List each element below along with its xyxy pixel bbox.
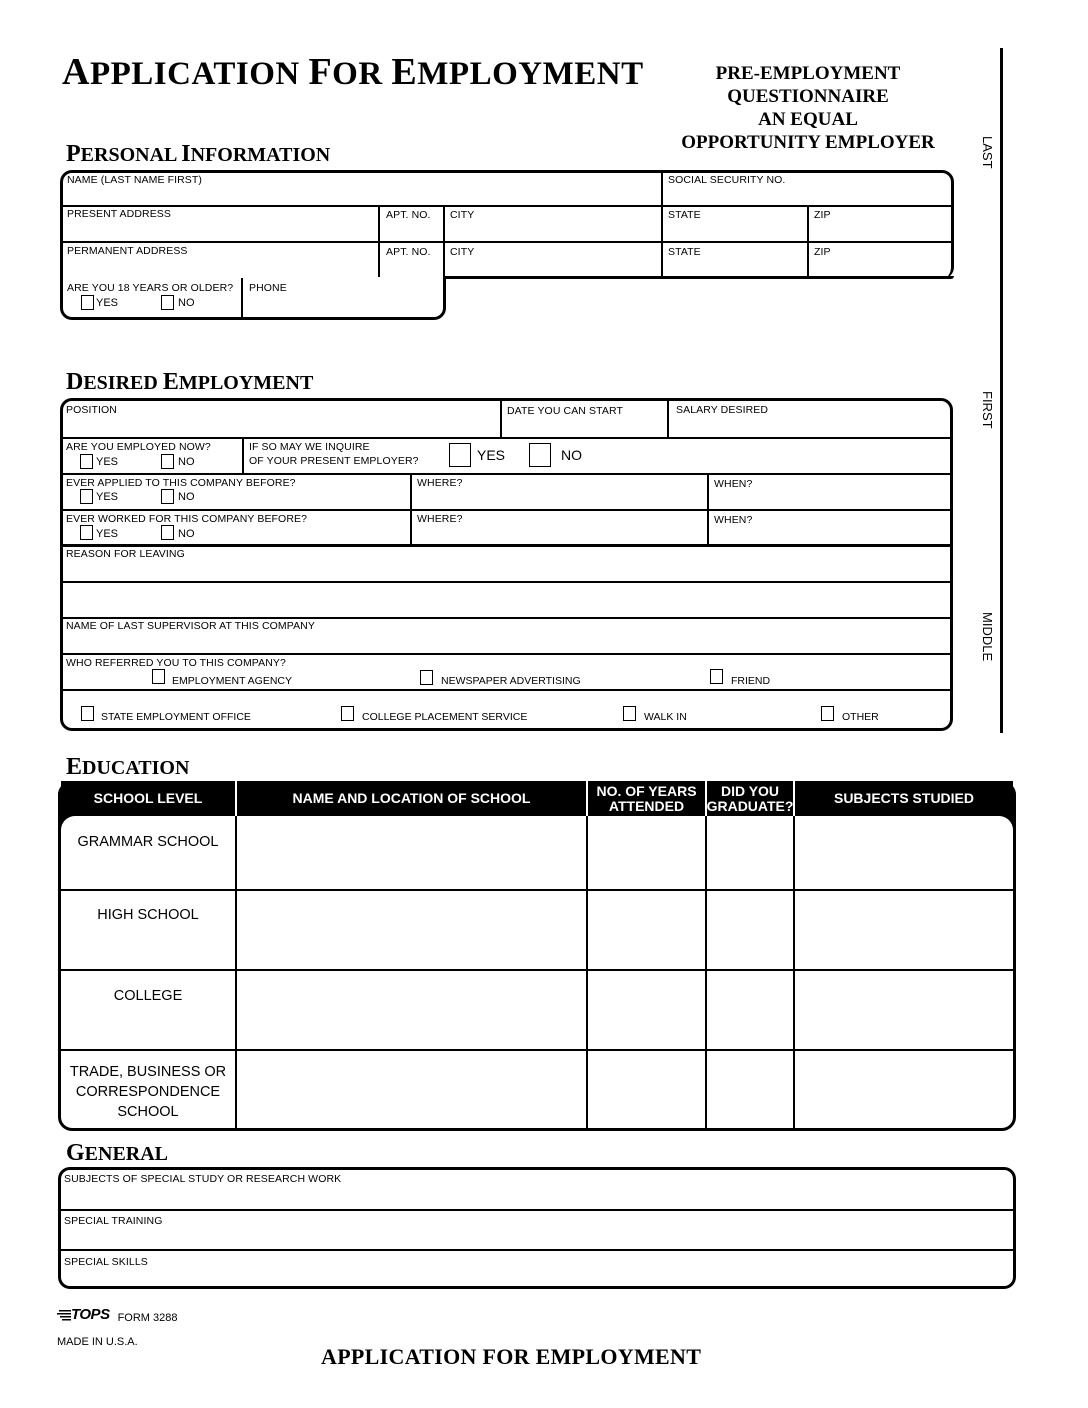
title-part: MPLOYMENT bbox=[417, 56, 644, 92]
referral-walk-in-checkbox[interactable] bbox=[623, 706, 636, 721]
present-zip-label: ZIP bbox=[814, 209, 831, 221]
age-yes-checkbox[interactable] bbox=[81, 295, 94, 310]
title-part: ERSONAL bbox=[80, 144, 182, 166]
col-divider bbox=[241, 278, 243, 318]
referral-walk-in-label: WALK IN bbox=[644, 711, 687, 723]
title-part: MPLOYMENT bbox=[178, 372, 314, 394]
made-in-label: MADE IN U.S.A. bbox=[57, 1336, 138, 1348]
phone-label: PHONE bbox=[249, 282, 287, 294]
title-initial: E bbox=[66, 754, 83, 780]
speed-lines-icon bbox=[57, 1309, 71, 1321]
grammar-subjects-field[interactable] bbox=[795, 818, 1011, 888]
inquire-yes-checkbox[interactable] bbox=[449, 443, 471, 467]
inquire-yes-label: YES bbox=[477, 447, 506, 463]
school-level-grammar: GRAMMAR SCHOOL bbox=[77, 834, 219, 850]
employed-now-label: ARE YOU EMPLOYED NOW? bbox=[66, 441, 211, 453]
notice-line: AN EQUAL bbox=[758, 109, 858, 130]
permanent-state-label: STATE bbox=[668, 246, 701, 258]
referral-question-label: WHO REFERRED YOU TO THIS COMPANY? bbox=[66, 657, 286, 669]
age-yes-label: YES bbox=[96, 297, 119, 309]
present-address-label: PRESENT ADDRESS bbox=[67, 208, 172, 220]
worked-where-label: WHERE? bbox=[417, 513, 463, 525]
special-study-label: SUBJECTS OF SPECIAL STUDY OR RESEARCH WORK bbox=[64, 1173, 342, 1185]
college-subjects-field[interactable] bbox=[795, 971, 1011, 1048]
notice-line: PRE-EMPLOYMENT bbox=[715, 63, 901, 84]
inquire-no-label: NO bbox=[561, 447, 582, 463]
name-label: NAME (LAST NAME FIRST) bbox=[67, 174, 203, 186]
high-years-field[interactable] bbox=[588, 891, 704, 968]
referral-other-label: OTHER bbox=[842, 711, 879, 723]
referral-state-office-label: STATE EMPLOYMENT OFFICE bbox=[101, 711, 251, 723]
title-part: DUCATION bbox=[82, 757, 190, 779]
title-part: OR bbox=[332, 56, 392, 92]
title-initial: E bbox=[391, 51, 418, 93]
present-state-label: STATE bbox=[668, 209, 701, 221]
worked-no-checkbox[interactable] bbox=[161, 525, 174, 540]
title-part: ESIRED bbox=[83, 372, 163, 394]
applied-where-label: WHERE? bbox=[417, 477, 463, 489]
col-header-years-attended bbox=[588, 781, 705, 816]
side-label-first: FIRST bbox=[980, 391, 995, 429]
start-date-label: DATE YOU CAN START bbox=[507, 405, 623, 417]
title-initial: E bbox=[162, 369, 179, 395]
high-graduate-field[interactable] bbox=[707, 891, 792, 968]
applied-yes-label: YES bbox=[96, 491, 119, 503]
header-line: NO. OF YEARS bbox=[596, 782, 697, 799]
present-apt-label: APT. NO. bbox=[386, 209, 431, 221]
tops-logo-text: TOPS bbox=[71, 1306, 110, 1323]
footer-brand bbox=[57, 1306, 178, 1324]
level-line: SCHOOL bbox=[117, 1104, 179, 1120]
worked-before-label: EVER WORKED FOR THIS COMPANY BEFORE? bbox=[66, 513, 308, 525]
employed-no-checkbox[interactable] bbox=[161, 454, 174, 469]
bottom-title: APPLICATION FOR EMPLOYMENT bbox=[321, 1344, 702, 1369]
special-skills-field[interactable] bbox=[61, 1251, 1013, 1286]
special-training-label: SPECIAL TRAINING bbox=[64, 1215, 163, 1227]
referral-friend-checkbox[interactable] bbox=[710, 669, 723, 684]
applied-before-label: EVER APPLIED TO THIS COMPANY BEFORE? bbox=[66, 477, 296, 489]
header-separator bbox=[235, 781, 237, 816]
referral-college-placement-checkbox[interactable] bbox=[341, 706, 354, 721]
referral-friend-label: FRIEND bbox=[731, 675, 771, 687]
header-line: GRADUATE? bbox=[706, 797, 794, 814]
title-initial: P bbox=[66, 141, 81, 167]
title-part: ENERAL bbox=[84, 1143, 169, 1165]
grammar-years-field[interactable] bbox=[588, 818, 704, 888]
referral-employment-agency-checkbox[interactable] bbox=[152, 669, 165, 684]
divider bbox=[443, 276, 954, 279]
permanent-apt-label: APT. NO. bbox=[386, 246, 431, 258]
age-question-label: ARE YOU 18 YEARS OR OLDER? bbox=[67, 282, 234, 294]
row-divider bbox=[62, 689, 951, 691]
col-header-school-level: SCHOOL LEVEL bbox=[61, 781, 235, 816]
header-separator bbox=[793, 781, 795, 816]
inquire-label-line1: IF SO MAY WE INQUIRE bbox=[249, 441, 370, 453]
worked-yes-label: YES bbox=[96, 528, 119, 540]
school-level-college: COLLEGE bbox=[113, 988, 183, 1004]
age-no-checkbox[interactable] bbox=[161, 295, 174, 310]
header-line: ATTENDED bbox=[608, 797, 685, 814]
title-part: PPLICATION bbox=[89, 56, 309, 92]
col-header-graduate bbox=[707, 781, 793, 816]
special-training-field[interactable] bbox=[61, 1211, 1013, 1248]
applied-yes-checkbox[interactable] bbox=[80, 489, 93, 504]
permanent-city-label: CITY bbox=[450, 246, 475, 258]
referral-other-checkbox[interactable] bbox=[821, 706, 834, 721]
college-years-field[interactable] bbox=[588, 971, 704, 1048]
worked-when-label: WHEN? bbox=[714, 514, 753, 526]
title-initial: A bbox=[62, 51, 90, 93]
section-title-education bbox=[66, 754, 189, 781]
ssn-label: SOCIAL SECURITY NO. bbox=[668, 174, 786, 186]
notice-line: QUESTIONNAIRE bbox=[727, 86, 889, 107]
row-divider bbox=[62, 437, 951, 439]
notice-line: OPPORTUNITY EMPLOYER bbox=[681, 132, 935, 153]
last-supervisor-label: NAME OF LAST SUPERVISOR AT THIS COMPANY bbox=[66, 620, 315, 632]
applied-no-checkbox[interactable] bbox=[161, 489, 174, 504]
reason-leaving-label: REASON FOR LEAVING bbox=[66, 548, 185, 560]
high-name-location-field[interactable] bbox=[237, 891, 585, 968]
section-title-desired bbox=[66, 369, 313, 396]
row-divider bbox=[62, 653, 951, 655]
worked-yes-checkbox[interactable] bbox=[80, 525, 93, 540]
title-initial: D bbox=[66, 369, 84, 395]
grammar-name-location-field[interactable] bbox=[237, 818, 585, 888]
trade-years-field[interactable] bbox=[588, 1051, 704, 1127]
side-divider bbox=[1000, 48, 1003, 733]
col-header-name-location: NAME AND LOCATION OF SCHOOL bbox=[237, 781, 586, 816]
employed-no-label: NO bbox=[178, 456, 195, 468]
section-title-general bbox=[66, 1140, 168, 1167]
permanent-city-field[interactable] bbox=[445, 243, 660, 276]
permanent-address-label: PERMANENT ADDRESS bbox=[67, 245, 188, 257]
trade-subjects-field[interactable] bbox=[795, 1051, 1011, 1127]
header-line: DID YOU bbox=[720, 782, 780, 799]
side-label-middle: MIDDLE bbox=[980, 612, 995, 662]
referral-college-placement-label: COLLEGE PLACEMENT SERVICE bbox=[362, 711, 528, 723]
reason-leaving-field[interactable] bbox=[63, 547, 950, 617]
applied-when-label: WHEN? bbox=[714, 478, 753, 490]
permanent-zip-label: ZIP bbox=[814, 246, 831, 258]
age-no-label: NO bbox=[178, 297, 195, 309]
title-initial: I bbox=[181, 141, 191, 167]
present-city-label: CITY bbox=[450, 209, 475, 221]
applied-no-label: NO bbox=[178, 491, 195, 503]
school-level-high: HIGH SCHOOL bbox=[97, 907, 199, 923]
header-separator bbox=[586, 781, 588, 816]
side-label-last: LAST bbox=[980, 136, 995, 169]
present-city-field[interactable] bbox=[445, 207, 660, 240]
section-title-personal bbox=[66, 141, 330, 168]
college-graduate-field[interactable] bbox=[707, 971, 792, 1048]
tops-logo bbox=[57, 1306, 110, 1323]
college-name-location-field[interactable] bbox=[237, 971, 585, 1048]
title-initial: G bbox=[66, 1140, 85, 1166]
level-line: TRADE, BUSINESS OR bbox=[69, 1064, 227, 1080]
employed-yes-label: YES bbox=[96, 456, 119, 468]
equal-opportunity-notice bbox=[668, 62, 948, 154]
form-number: FORM 3288 bbox=[117, 1311, 178, 1324]
worked-no-label: NO bbox=[178, 528, 195, 540]
inquire-no-checkbox[interactable] bbox=[529, 443, 551, 467]
referral-employment-agency-label: EMPLOYMENT AGENCY bbox=[172, 675, 293, 687]
col-divider bbox=[242, 437, 244, 473]
high-subjects-field[interactable] bbox=[795, 891, 1011, 968]
form-title bbox=[62, 50, 644, 94]
referral-state-office-checkbox[interactable] bbox=[81, 706, 94, 721]
title-initial: F bbox=[308, 51, 333, 93]
special-skills-label: SPECIAL SKILLS bbox=[64, 1256, 148, 1268]
salary-label: SALARY DESIRED bbox=[676, 404, 769, 416]
school-level-trade bbox=[61, 1062, 235, 1122]
referral-newspaper-checkbox[interactable] bbox=[420, 670, 433, 685]
grammar-graduate-field[interactable] bbox=[707, 818, 792, 888]
inquire-label-line2: OF YOUR PRESENT EMPLOYER? bbox=[249, 455, 419, 467]
header-separator bbox=[705, 781, 707, 816]
trade-name-location-field[interactable] bbox=[237, 1051, 585, 1127]
position-field[interactable] bbox=[63, 401, 499, 436]
referral-newspaper-label: NEWSPAPER ADVERTISING bbox=[441, 675, 581, 687]
employed-yes-checkbox[interactable] bbox=[80, 454, 93, 469]
position-label: POSITION bbox=[66, 404, 117, 416]
col-header-subjects: SUBJECTS STUDIED bbox=[795, 781, 1013, 816]
title-part: NFORMATION bbox=[190, 144, 331, 166]
level-line: CORRESPONDENCE bbox=[75, 1084, 221, 1100]
trade-graduate-field[interactable] bbox=[707, 1051, 792, 1127]
